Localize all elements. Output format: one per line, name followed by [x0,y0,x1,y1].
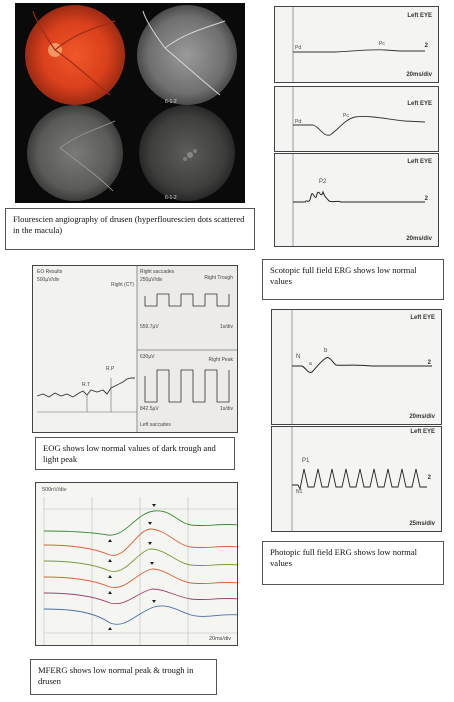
eye-label: Left EYE [407,13,432,19]
marker-label: b [324,348,328,354]
channel-label: 2 [424,43,428,49]
eog-scale: 500µV/div [37,277,60,283]
angiography-figure [15,3,245,203]
channel-label: 2 [427,475,431,481]
scotopic-erg-trace-3 [275,154,439,247]
mferg-caption: MFERG shows low normal peak & trough in drusen [30,659,217,695]
channel-label: 2 [424,196,428,202]
marker-label: N [296,354,301,360]
eog-value-2: 630µV [140,354,155,360]
eog-left-saccades: Left saccades [140,422,171,428]
marker-label: Pc [379,41,385,47]
eog-right-peak-title: Right Peak [208,357,233,363]
eye-label: Left EYE [407,159,432,165]
eog-time-1: 1s/div [219,324,233,330]
photopic-erg-trace-2 [272,427,442,532]
eog-trough-label: R.T [82,382,91,388]
mferg-scale-top: 500nV/div [42,487,67,493]
eog-right-trough-title: Right Trough [204,275,233,281]
time-scale-label: 20ms/div [409,414,435,420]
scotopic-erg-panel-1 [274,6,439,83]
time-scale-label: 25ms/div [409,521,435,527]
marker-label: Pd [295,119,302,125]
photopic-erg-panel-2 [271,426,442,532]
mferg-scale-bottom: 20ms/div [208,636,231,642]
marker-label: P1 [302,458,310,464]
angiography-image [15,3,245,203]
marker-label: a [309,361,312,367]
mferg-traces [36,483,238,646]
scotopic-erg-panel-2 [274,86,439,152]
eog-value-1: 559.7µV [140,324,159,330]
photopic-erg-caption: Photopic full field ERG shows low normal values [262,541,444,585]
channel-label: 2 [427,360,431,366]
angiogram-late [139,105,235,201]
marker-label: N1 [296,489,303,495]
marker-label: Pc [343,113,349,119]
photo-label-br: 6-1-2 [165,195,177,201]
scotopic-erg-panel-3 [274,153,439,247]
eog-scale-250: 250µV/div [140,277,163,283]
eye-label: Left EYE [410,429,435,435]
mferg-figure [35,482,238,646]
eog-peak-label: R.P [106,366,115,372]
eog-figure [32,265,238,433]
eog-caption: EOG shows low normal values of dark trough and light peak [35,437,235,470]
scotopic-erg-caption: Scotopic full field ERG shows low normal values [262,259,444,300]
photopic-erg-panel-1 [271,309,442,425]
eog-right-saccades: Right saccades [140,269,175,275]
photo-label-tr: 6-1-2 [165,99,177,105]
photopic-erg-trace-1 [272,310,442,425]
eog-header: EO Results [37,269,63,275]
angiography-caption: Flourescien angiography of drusen (hyperflourescien dots scattered in the macula) [5,208,255,250]
eye-label: Left EYE [410,315,435,321]
eog-right-label: Right (CT) [111,282,135,288]
eog-trace [33,266,238,433]
marker-label: P2 [319,179,327,185]
eog-value-2b: 842.5µV [140,406,159,412]
eye-label: Left EYE [407,101,432,107]
marker-label: Pd [295,45,302,51]
eog-time-2: 1s/div [219,406,233,412]
time-scale-label: 20ms/div [406,72,432,78]
color-fundus-photo [25,5,125,105]
time-scale-label: 20ms/div [406,236,432,242]
angiogram-early [137,5,237,105]
